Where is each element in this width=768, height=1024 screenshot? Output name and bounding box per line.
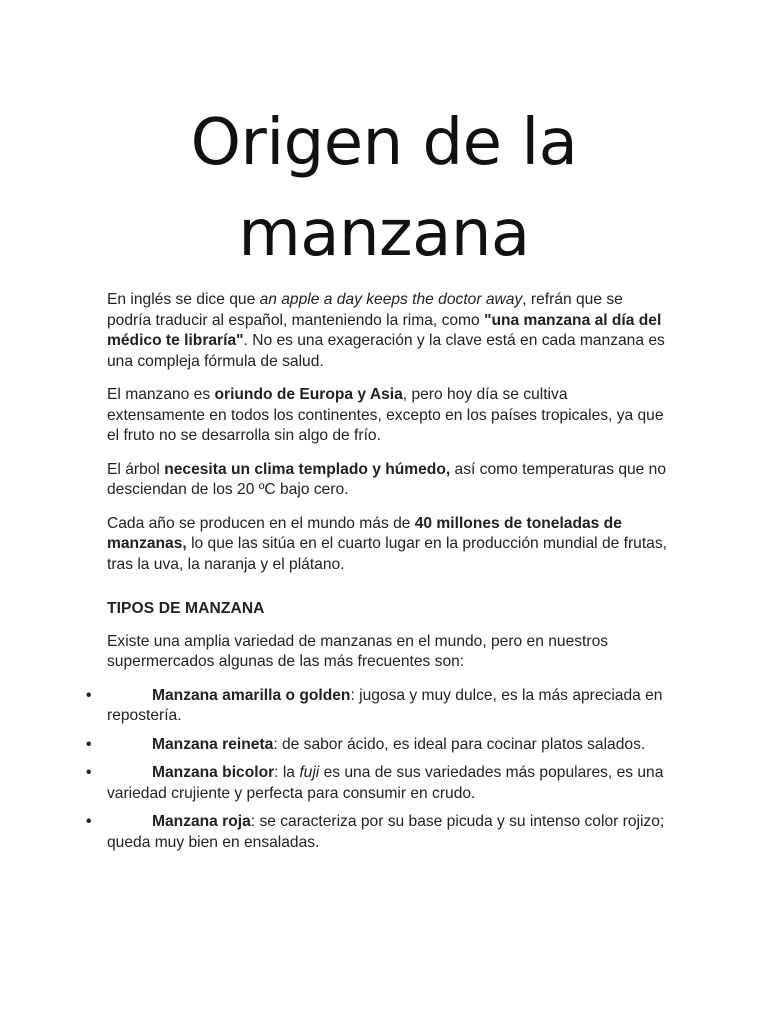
item-term: Manzana amarilla o golden	[152, 686, 351, 704]
text-run: necesita un clima templado y húmedo,	[164, 460, 451, 478]
text-run: lo que las sitúa en el cuarto lugar en la producción mundial de frutas, tras la uva, la naranja y el plátano.	[107, 535, 667, 573]
item-term: Manzana reineta	[152, 735, 274, 753]
text-run: , pero hoy día se cultiva extensamente en todos los continentes, excepto en los países tropicales, ya que el fruto no se desarrolla sin algo de frío.	[107, 386, 664, 444]
text-run: an apple a day keeps the doctor away	[259, 291, 523, 308]
section-intro: Existe una amplia variedad de manzanas en el mundo, pero en nuestros supermercados algunas de las más frecuentes son:	[107, 632, 609, 670]
apple-types-list	[86, 686, 667, 854]
item-description: : jugosa y muy dulce, es la más apreciada en repostería.	[107, 686, 663, 724]
text-run: El árbol	[107, 460, 165, 478]
text-run: En inglés se dice que	[107, 291, 260, 308]
title-line: Origen de la	[190, 106, 578, 180]
bullet-icon: •	[86, 735, 92, 753]
item-description: : se caracteriza por su base picuda y su intenso color rojizo; queda muy bien en ensaladas.	[107, 813, 665, 851]
text-run: así como temperaturas que no desciendan de los 20 ºC bajo cero.	[107, 460, 667, 498]
text-run: oriundo de Europa y Asia	[214, 386, 403, 403]
item-description: es una de sus variedades más populares, es una variedad crujiente y perfecta para consumir en crudo.	[107, 764, 664, 802]
paragraph	[107, 385, 667, 447]
document-body	[86, 290, 667, 861]
item-description: : de sabor ácido, es ideal para cocinar platos salados.	[273, 735, 646, 753]
text-run: Cada año se producen en el mundo más de	[107, 514, 415, 532]
item-description: : la	[274, 764, 300, 781]
paragraph	[107, 514, 667, 576]
bullet-icon: •	[86, 813, 92, 830]
text-run: El manzano es	[107, 386, 215, 403]
paragraph	[107, 460, 667, 501]
document-title	[0, 98, 768, 280]
section-heading: TIPOS DE MANZANA	[107, 600, 265, 617]
text-run: 40 millones de toneladas de manzanas,	[107, 514, 622, 552]
item-term: Manzana roja	[152, 813, 251, 830]
item-term: Manzana bicolor	[152, 764, 275, 781]
text-run: "una manzana al día del médico te libraría"	[107, 311, 662, 349]
text-run: . No es una exageración y la clave está en cada manzana es una compleja fórmula de salud.	[107, 332, 665, 370]
text-run: , refrán que se podría traducir al español, manteniendo la rima, como	[107, 291, 623, 329]
title-line: manzana	[238, 197, 530, 271]
paragraph	[107, 290, 667, 372]
bullet-icon: •	[86, 764, 92, 781]
list-item	[86, 763, 667, 804]
list-item	[86, 686, 667, 727]
bullet-icon: •	[86, 686, 92, 704]
list-item	[86, 812, 667, 853]
item-description: fuji	[299, 764, 320, 781]
list-item	[86, 735, 667, 756]
